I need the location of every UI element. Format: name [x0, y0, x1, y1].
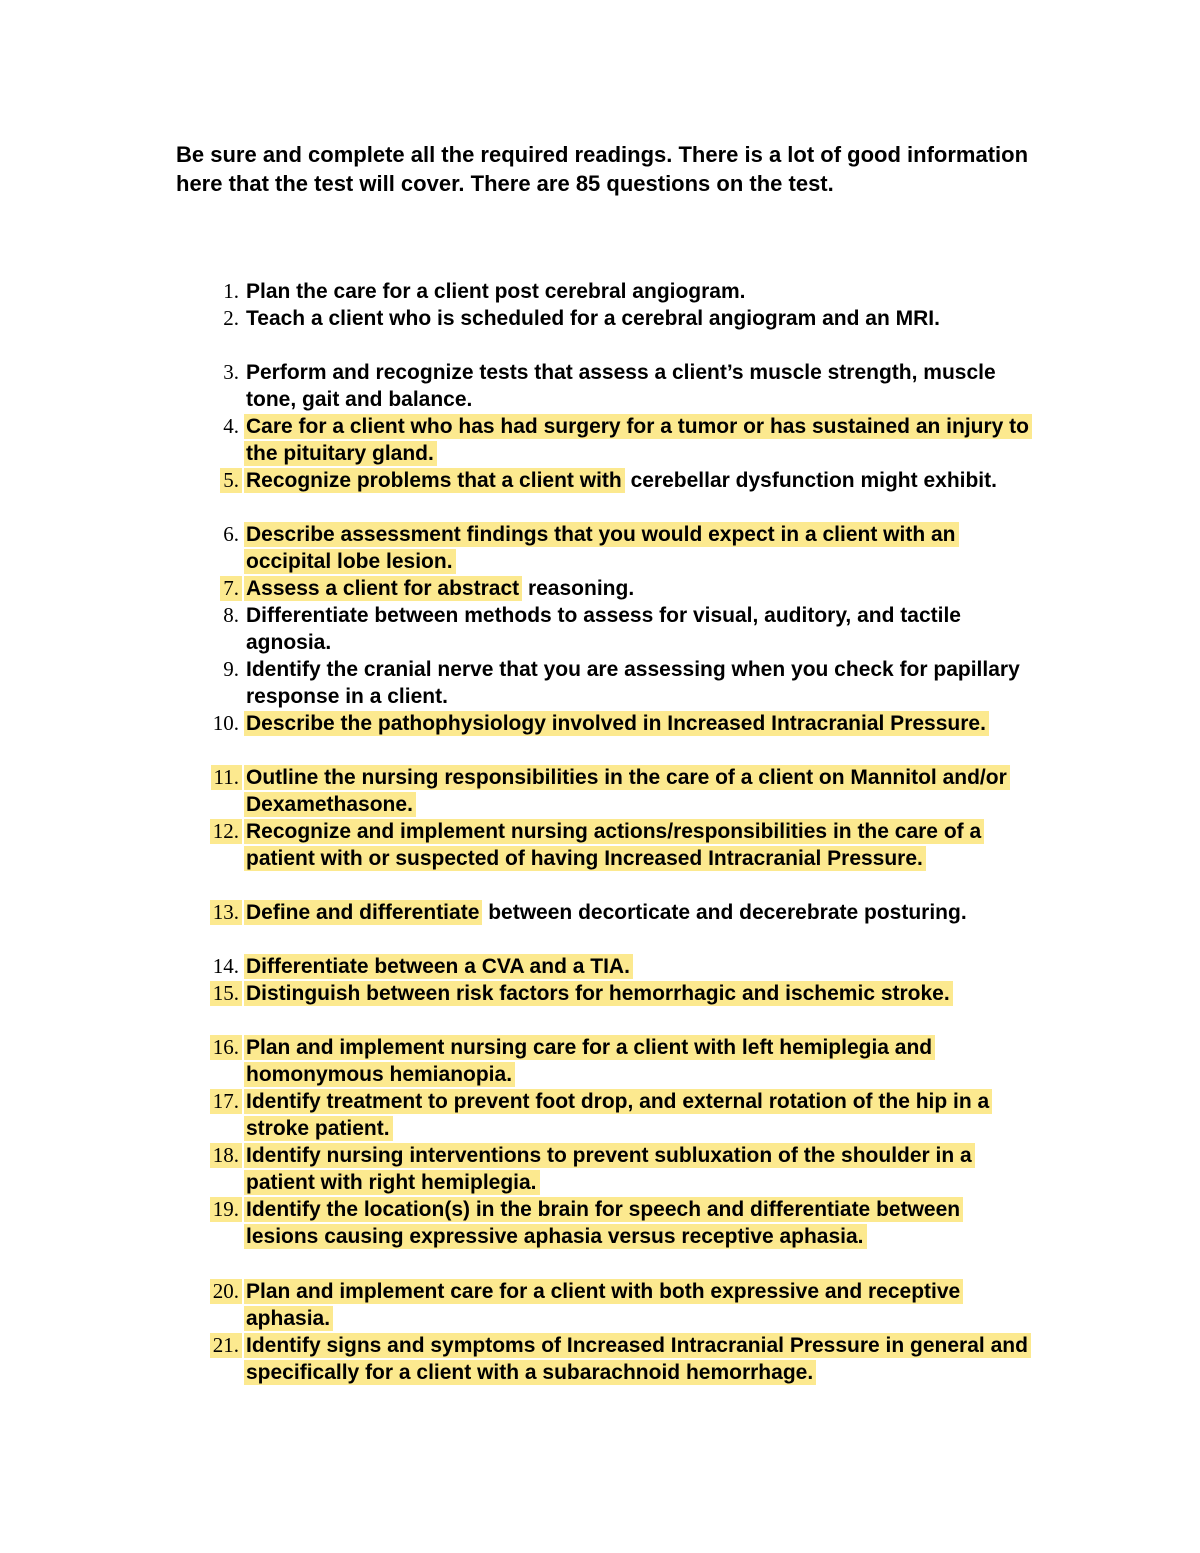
- plain-text: Identify the cranial nerve that you are assessing when you check for papillary response in a client.: [246, 658, 1020, 708]
- item-text: [246, 710, 1036, 737]
- item-text: [246, 602, 1036, 656]
- item-text: [246, 1332, 1036, 1386]
- item-number: 17.: [210, 1088, 242, 1115]
- plain-text: Differentiate between methods to assess for visual, auditory, and tactile agnosia.: [246, 604, 961, 654]
- item-number: 12.: [210, 818, 242, 845]
- item-number: 5.: [220, 467, 242, 494]
- item-number: 6.: [223, 522, 239, 546]
- plain-text: between decorticate and decerebrate posturing.: [482, 901, 967, 924]
- item-text: [246, 818, 1036, 872]
- highlighted-text: Describe assessment findings that you would expect in a client with an occipital lobe lesion.: [244, 522, 959, 574]
- highlighted-text: Plan and implement care for a client with both expressive and receptive aphasia.: [244, 1279, 963, 1331]
- plain-text: Plan the care for a client post cerebral angiogram.: [246, 280, 746, 303]
- item-number: 18.: [210, 1142, 242, 1169]
- item-text: [246, 1142, 1036, 1196]
- plain-text: cerebellar dysfunction might exhibit.: [624, 469, 997, 492]
- highlighted-text: Identify nursing interventions to prevent subluxation of the shoulder in a patient with right hemiplegia.: [244, 1143, 975, 1195]
- item-text: [246, 521, 1036, 575]
- item-text: [246, 899, 1036, 926]
- item-text: [246, 656, 1036, 710]
- item-number: 7.: [220, 575, 242, 602]
- highlighted-text: Identify signs and symptoms of Increased Intracranial Pressure in general and specifically for a client with a subarachnoid hemorrhage.: [244, 1333, 1031, 1385]
- item-text: [246, 278, 1036, 305]
- item-text: [246, 359, 1036, 413]
- intro-paragraph: Be sure and complete all the required readings. There is a lot of good information here that the test will cover. There are 85 questions on the test.: [176, 142, 1029, 196]
- item-text: [246, 1034, 1036, 1088]
- item-number: 16.: [210, 1034, 242, 1061]
- plain-text: Perform and recognize tests that assess a client’s muscle strength, muscle tone, gait and balance.: [246, 361, 996, 411]
- item-number: 20.: [210, 1278, 242, 1305]
- item-number: 21.: [210, 1332, 242, 1359]
- item-number: 13.: [210, 899, 242, 926]
- item-text: [246, 1088, 1036, 1142]
- highlighted-text: Recognize problems that a client with: [244, 468, 625, 493]
- item-number: 9.: [223, 657, 239, 681]
- plain-text: reasoning.: [522, 577, 635, 600]
- item-text: [246, 1196, 1036, 1250]
- item-text: [246, 467, 1036, 494]
- item-text: [246, 575, 1036, 602]
- item-number: 1.: [223, 279, 239, 303]
- highlighted-text: Care for a client who has had surgery for a tumor or has sustained an injury to the pituitary gland.: [244, 414, 1032, 466]
- highlighted-text: Define and differentiate: [244, 900, 482, 925]
- item-number: 3.: [223, 360, 239, 384]
- highlighted-text: Distinguish between risk factors for hemorrhagic and ischemic stroke.: [244, 981, 953, 1006]
- item-text: [246, 413, 1036, 467]
- item-text: [246, 305, 1036, 332]
- item-number: 19.: [210, 1196, 242, 1223]
- highlighted-text: Identify treatment to prevent foot drop, and external rotation of the hip in a stroke patient.: [244, 1089, 992, 1141]
- item-number: 10.: [212, 711, 239, 735]
- highlighted-text: Assess a client for abstract: [244, 576, 522, 601]
- highlighted-text: Recognize and implement nursing actions/responsibilities in the care of a patient with or suspected of having Increased Intracranial Pressure.: [244, 819, 984, 871]
- highlighted-text: Describe the pathophysiology involved in Increased Intracranial Pressure.: [244, 711, 989, 736]
- item-text: [246, 764, 1036, 818]
- highlighted-text: Identify the location(s) in the brain for speech and differentiate between lesions causing expressive aphasia versus receptive aphasia.: [244, 1197, 963, 1249]
- item-text: [246, 953, 1036, 980]
- item-number: 4.: [223, 414, 239, 438]
- highlighted-text: Outline the nursing responsibilities in the care of a client on Mannitol and/or Dexamethasone.: [244, 765, 1010, 817]
- plain-text: Teach a client who is scheduled for a cerebral angiogram and an MRI.: [246, 307, 940, 330]
- item-number: 8.: [223, 603, 239, 627]
- item-number: 15.: [210, 980, 242, 1007]
- item-number: 2.: [223, 306, 239, 330]
- highlighted-text: Plan and implement nursing care for a client with left hemiplegia and homonymous hemianopia.: [244, 1035, 935, 1087]
- item-number: 11.: [211, 764, 242, 791]
- item-text: [246, 980, 1036, 1007]
- item-number: 14.: [212, 954, 239, 978]
- highlighted-text: Differentiate between a CVA and a TIA.: [244, 954, 633, 979]
- item-text: [246, 1278, 1036, 1332]
